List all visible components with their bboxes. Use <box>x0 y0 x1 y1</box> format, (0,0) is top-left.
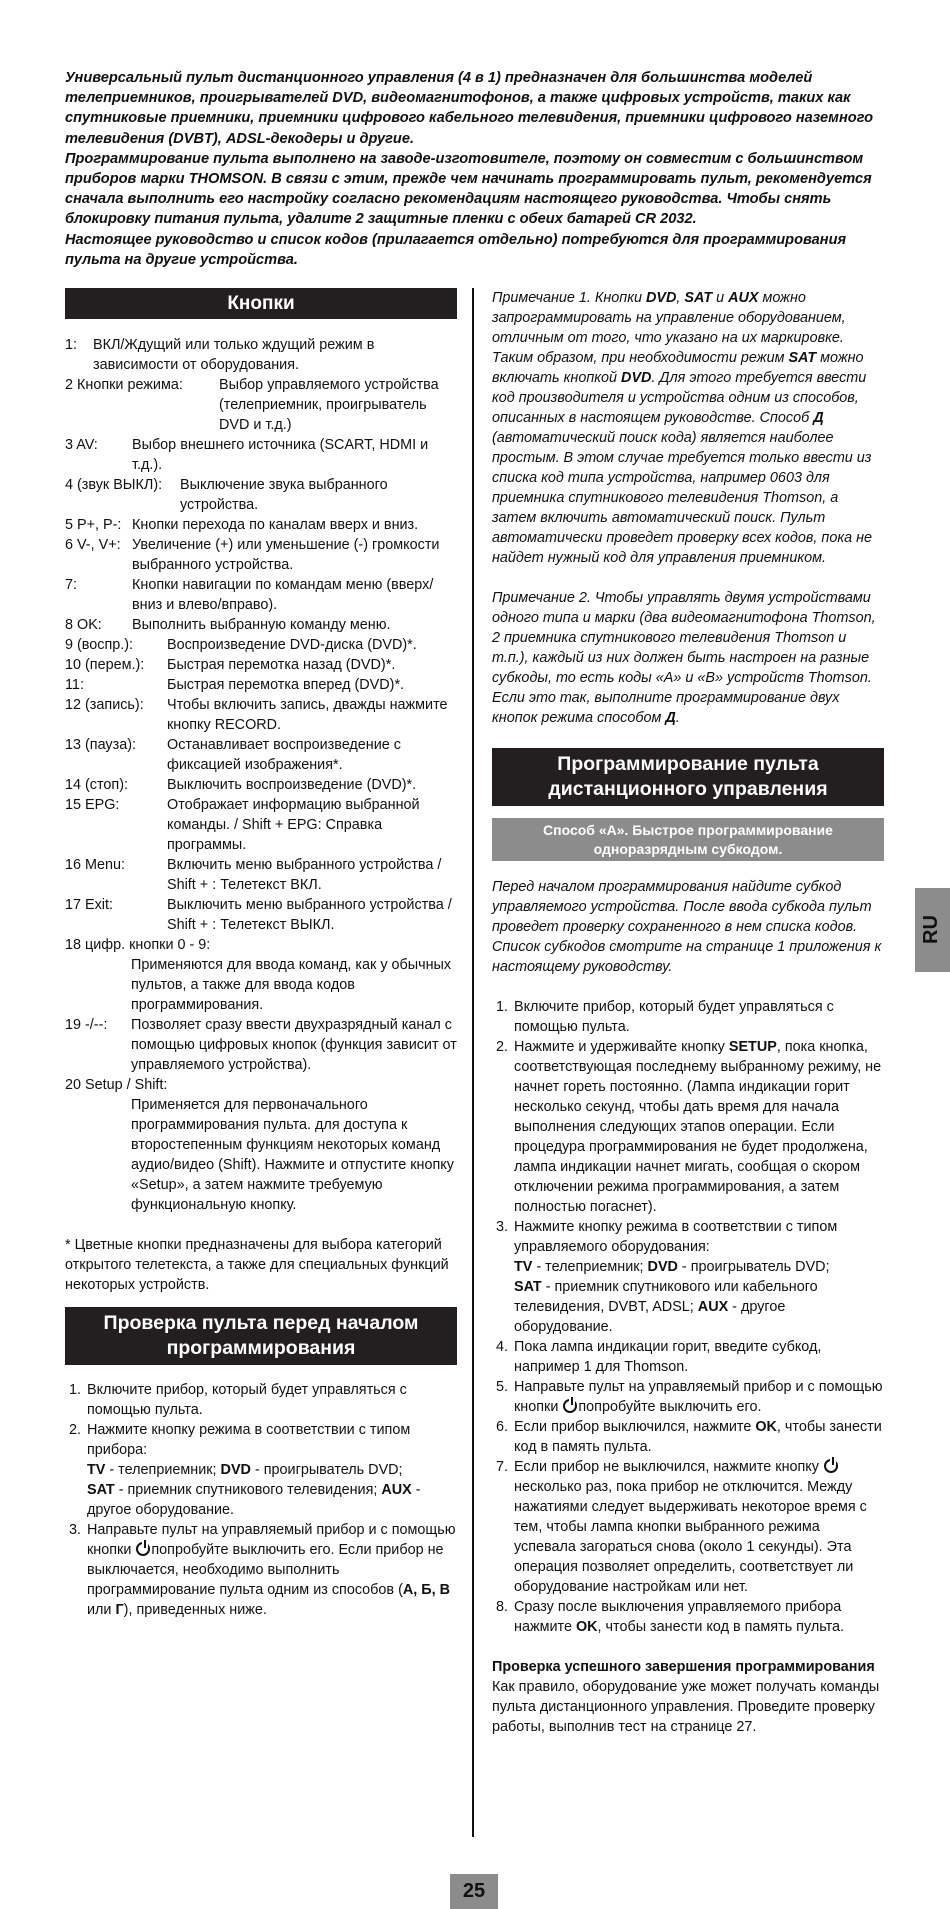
list-item-key: 20 Setup / Shift: <box>65 1077 168 1093</box>
list-item: 13 (пауза): Останавливает воспроизведение с фиксацией изображения*. <box>65 737 401 773</box>
step-8: 8. Сразу после выключения управляемого прибора нажмите OK, чтобы занести код в память пульта. <box>512 1597 884 1637</box>
list-item: 4 (звук ВЫКЛ): Выключение звука выбранного устройства. <box>65 477 388 513</box>
list-item-cont: зависимости от оборудования. <box>93 357 299 373</box>
step-2: 2. Нажмите кнопку режима в соответствии с типом прибора: TV - телеприемник; DVD - проигрыватель DVD; SAT - приемник спутникового телевидения; AUX - другое оборудование. <box>85 1420 457 1520</box>
step-3: 3. Нажмите кнопку режима в соответствии с типом управляемого оборудования: TV - телеприемник; DVD - проигрыватель DVD; SAT - приемник спутникового или кабельного телевидения, DVBT, ADSL; AUX - другое оборудование. <box>512 1217 884 1337</box>
step-5: 5. Направьте пульт на управляемый прибор и с помощью кнопки попробуйте выключить его. <box>512 1377 884 1417</box>
list-item: 8 OK: Выполнить выбранную команду меню. <box>65 617 391 633</box>
intro-paragraph: Универсальный пульт дистанционного управления (4 в 1) предназначен для большинства моделей телеприемников, проигрывателей DVD, видеомагнитофонов, а также цифровых устройств, таких как спутниковые приемники, приемники цифрового кабельного телевидения, приемники цифрового наземного телевидения (DVBT), ADSL-декодеры и другие. <box>65 70 874 147</box>
list-item: 5 P+, P-: Кнопки перехода по каналам вверх и вниз. <box>65 517 419 533</box>
list-item: 3 AV: Выбор внешнего источника (SCART, HDMI и т.д.). <box>65 437 429 473</box>
list-item-text: Применяются для ввода команд, как у обычных пультов, а также для ввода кодов программирования. <box>131 957 452 1013</box>
power-icon <box>824 1459 838 1473</box>
step-4: 4. Пока лампа индикации горит, введите субкод, например 1 для Thomson. <box>512 1337 884 1377</box>
list-item: 11: Быстрая перемотка вперед (DVD)*. <box>65 677 405 693</box>
intro-paragraph: Программирование пульта выполнено на заводе-изготовителе, поэтому он совместим с большинством приборов марки THOMSON. В связи с этим, прежде чем начинать программировать пульт, рекомендуется сначала выполнить его настройку согласно рекомендациям настоящего руководства. Чтобы снять блокировку питания пульта, удалите 2 защитные пленки с обеих батарей CR 2032. <box>65 150 872 228</box>
intro-text <box>65 68 890 270</box>
check-heading: Проверка пульта перед началом программирования <box>65 1307 457 1365</box>
step-1: 1. Включите прибор, который будет управляться с помощью пульта. <box>512 997 884 1037</box>
method-a-heading: Способ «А». Быстрое программирование одноразрядным субкодом. <box>492 818 884 861</box>
footnote: * Цветные кнопки предназначены для выбора категорий открытого телетекста, а также для специальных функций некоторых устройств. <box>65 1237 449 1293</box>
list-item: 10 (перем.): Быстрая перемотка назад (DVD)*. <box>65 657 396 673</box>
power-icon <box>563 1399 577 1413</box>
column-divider <box>472 288 474 1837</box>
language-tab: RU <box>915 888 950 972</box>
note-1: Примечание 1. Кнопки DVD, SAT и AUX можно запрограммировать на управление оборудованием, отличным от того, что указано на их маркировке. Таким образом, при необходимости режим SAT можно включать кнопкой DVD. Для этого требуется ввести код производителя и устройства одним из способов, описанных в настоящем руководстве. Способ Д (автоматический поиск кода) является наиболее простым. В этом случае требуется только ввести из списка код типа устройства, например 0603 для приемника спутникового телевидения Thomson, а затем включить автоматический поиск. Пульт автоматически проведет проверку всех кодов, пока не найдет нужный код для управления приемником. <box>492 290 873 566</box>
intro-paragraph: Настоящее руководство и список кодов (прилагается отдельно) потребуются для программирования пульта на другие устройства. <box>65 231 847 268</box>
list-item: 6 V-, V+: Увеличение (+) или уменьшение (-) громкости выбранного устройства. <box>65 537 440 573</box>
list-item: 17 Exit: Выключить меню выбранного устройства / Shift + : Телетекст ВЫКЛ. <box>65 897 452 933</box>
list-item: 19 -/--: Позволяет сразу ввести двухразрядный канал с помощью цифровых кнопок (функция зависит от управляемого устройства). <box>65 1017 457 1073</box>
method-a-steps <box>492 997 884 1637</box>
list-item-key: 18 цифр. кнопки 0 - 9: <box>65 937 211 953</box>
list-item: 12 (запись): Чтобы включить запись, дважды нажмите кнопку RECORD. <box>65 697 448 733</box>
list-item: 14 (стоп): Выключить воспроизведение (DVD)*. <box>65 777 417 793</box>
buttons-list <box>65 335 457 1215</box>
page-number: 25 <box>450 1874 498 1909</box>
list-item: 7: Кнопки навигации по командам меню (вверх/вниз и влево/вправо). <box>65 577 434 613</box>
list-item: 15 EPG: Отображает информацию выбранной команды. / Shift + EPG: Справка программы. <box>65 797 420 853</box>
list-item-text: Применяется для первоначального программирования пульта. для доступа к второстепенным функциям некоторых команд аудио/видео (Shift). Нажмите и отпустите кнопку «Setup», а затем нажмите требуемую функциональную кнопку. <box>131 1097 454 1213</box>
buttons-heading: Кнопки <box>65 288 457 319</box>
list-item: 16 Menu: Включить меню выбранного устройства / Shift + : Телетекст ВКЛ. <box>65 857 442 893</box>
list-item: 1: ВКЛ/Ждущий или только ждущий режим в <box>65 337 375 353</box>
step-2: 2. Нажмите и удерживайте кнопку SETUP, пока кнопка, соответствующая последнему выбранному режиму, не начнет гореть постоянно. (Лампа индикации горит несколько секунд, чтобы дать время для начала выполнения следующих этапов операции. Если процедура программирования не будет продолжена, лампа индикации начнет мигать, сообщая о скором отключении режима программирования, а затем полностью погаснет). <box>512 1037 884 1217</box>
list-item: 9 (воспр.): Воспроизведение DVD-диска (DVD)*. <box>65 637 417 653</box>
verify-heading: Проверка успешного завершения программирования <box>492 1659 875 1675</box>
method-a-intro: Перед началом программирования найдите субкод управляемого устройства. После ввода субкода пульт проведет проверку сохраненного в нем списка кодов. Список субкодов смотрите на странице 1 приложения к настоящему руководству. <box>492 879 882 975</box>
check-steps <box>65 1380 457 1620</box>
step-7: 7. Если прибор не выключился, нажмите кнопку несколько раз, пока прибор не отключится. Между нажатиями следует выдерживать некоторое время с тем, чтобы лампа кнопки выбранного режима успевала загораться снова (около 1 секунды). Эта операция позволяет определить, соответствует ли оборудование настройкам или нет. <box>512 1457 884 1597</box>
right-column <box>492 288 884 1737</box>
note-2: Примечание 2. Чтобы управлять двумя устройствами одного типа и марки (два видеомагнитофона Thomson, 2 приемника спутникового телевидения Thomson и т.п.), каждый из них должен быть настроен на разные субкоды, то есть коды «A» и «B» устройств Thomson. Если это так, выполните программирование двух кнопок режима способом Д. <box>492 590 876 726</box>
step-3: 3. Направьте пульт на управляемый прибор и с помощью кнопки попробуйте выключить его. Если прибор не выключается, необходимо выполнить программирование пульта одним из способов (А, Б, В или Г), приведенных ниже. <box>85 1520 457 1620</box>
list-item: 2 Кнопки режима: Выбор управляемого устройства (телеприемник, проигрыватель DVD и т.д.) <box>65 377 439 433</box>
programming-heading: Программирование пульта дистанционного управления <box>492 748 884 806</box>
step-6: 6. Если прибор выключился, нажмите OK, чтобы занести код в память пульта. <box>512 1417 884 1457</box>
step-1: 1. Включите прибор, который будет управляться с помощью пульта. <box>85 1380 457 1420</box>
power-icon <box>136 1542 150 1556</box>
verify-text: Как правило, оборудование уже может получать команды пульта дистанционного управления. Проведите проверку работы, выполнив тест на странице 27. <box>492 1679 880 1735</box>
left-column <box>65 288 457 1620</box>
